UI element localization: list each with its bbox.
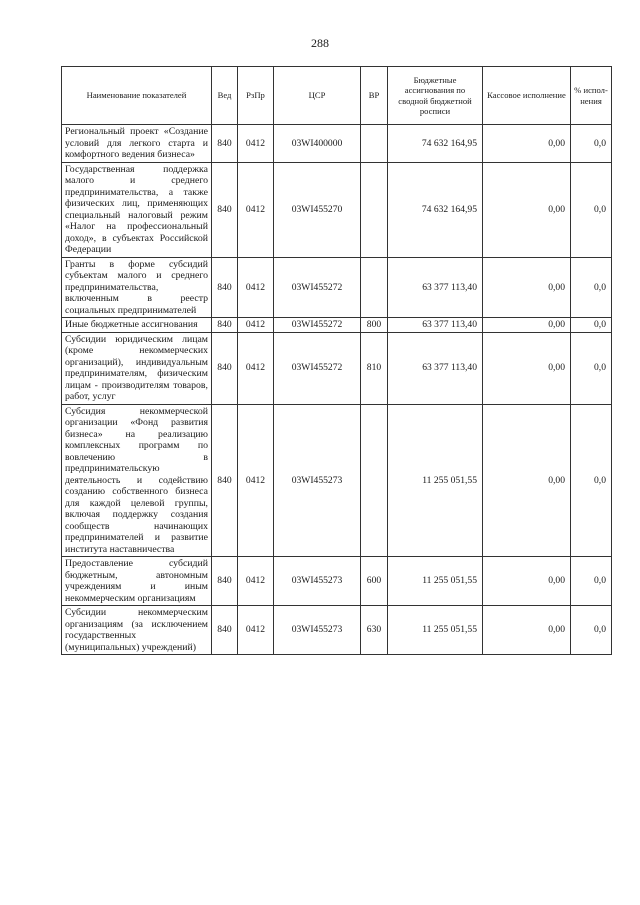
table-row	[62, 606, 612, 655]
cell-ved: 840	[212, 606, 238, 655]
cell-name: Субсидии юридическим лицам (кроме некоммерческих организаций), индивидуальным предпринимателям, физическим лицам - производителям товаров, работ, услуг	[62, 332, 212, 404]
cell-cash: 0,00	[483, 606, 571, 655]
cell-vr	[361, 257, 388, 318]
cell-assignments: 11 255 051,55	[388, 606, 483, 655]
cell-cash: 0,00	[483, 125, 571, 163]
cell-cash: 0,00	[483, 162, 571, 257]
header-csr: ЦСР	[274, 67, 361, 125]
page-number: 288	[311, 36, 329, 50]
cell-cash: 0,00	[483, 332, 571, 404]
cell-percent: 0,0	[571, 332, 612, 404]
cell-ved: 840	[212, 557, 238, 606]
cell-percent: 0,0	[571, 404, 612, 557]
header-vr: ВР	[361, 67, 388, 125]
cell-csr: 03WI455273	[274, 606, 361, 655]
cell-csr: 03WI455270	[274, 162, 361, 257]
cell-cash: 0,00	[483, 404, 571, 557]
cell-csr: 03WI455273	[274, 557, 361, 606]
header-percent: % испол-нения	[571, 67, 612, 125]
cell-rzpr: 0412	[238, 404, 274, 557]
cell-rzpr: 0412	[238, 332, 274, 404]
cell-csr: 03WI455272	[274, 257, 361, 318]
header-ved: Вед	[212, 67, 238, 125]
cell-name: Предоставление субсидий бюджетным, автономным учреждениям и иным некоммерческим организациям	[62, 557, 212, 606]
cell-name: Субсидии некоммерческим организациям (за исключением государственных (муниципальных) учреждений)	[62, 606, 212, 655]
header-name: Наименование показателей	[62, 67, 212, 125]
cell-ved: 840	[212, 404, 238, 557]
cell-vr	[361, 404, 388, 557]
cell-percent: 0,0	[571, 257, 612, 318]
cell-percent: 0,0	[571, 606, 612, 655]
cell-rzpr: 0412	[238, 606, 274, 655]
cell-rzpr: 0412	[238, 162, 274, 257]
cell-csr: 03WI455272	[274, 318, 361, 333]
cell-percent: 0,0	[571, 557, 612, 606]
table-row	[62, 125, 612, 163]
cell-cash: 0,00	[483, 557, 571, 606]
header-assignments: Бюджетные ассигнования по сводной бюджетной росписи	[388, 67, 483, 125]
cell-rzpr: 0412	[238, 318, 274, 333]
cell-assignments: 63 377 113,40	[388, 318, 483, 333]
cell-assignments: 74 632 164,95	[388, 162, 483, 257]
cell-assignments: 63 377 113,40	[388, 332, 483, 404]
cell-ved: 840	[212, 257, 238, 318]
cell-rzpr: 0412	[238, 557, 274, 606]
cell-csr: 03WI455272	[274, 332, 361, 404]
cell-ved: 840	[212, 162, 238, 257]
cell-percent: 0,0	[571, 162, 612, 257]
table-row	[62, 557, 612, 606]
cell-vr: 810	[361, 332, 388, 404]
header-cash: Кассовое исполнение	[483, 67, 571, 125]
cell-vr	[361, 162, 388, 257]
cell-vr: 600	[361, 557, 388, 606]
table-row	[62, 332, 612, 404]
cell-percent: 0,0	[571, 318, 612, 333]
cell-assignments: 74 632 164,95	[388, 125, 483, 163]
header-row	[62, 67, 612, 125]
cell-assignments: 11 255 051,55	[388, 557, 483, 606]
table-row	[62, 318, 612, 333]
cell-name: Региональный проект «Создание условий для легкого старта и комфортного ведения бизнеса»	[62, 125, 212, 163]
cell-rzpr: 0412	[238, 257, 274, 318]
cell-cash: 0,00	[483, 257, 571, 318]
cell-assignments: 63 377 113,40	[388, 257, 483, 318]
cell-assignments: 11 255 051,55	[388, 404, 483, 557]
cell-name: Иные бюджетные ассигнования	[62, 318, 212, 333]
cell-csr: 03WI455273	[274, 404, 361, 557]
cell-cash: 0,00	[483, 318, 571, 333]
cell-name: Гранты в форме субсидий субъектам малого и среднего предпринимательства, включенным в реестр социальных предпринимателей	[62, 257, 212, 318]
cell-percent: 0,0	[571, 125, 612, 163]
cell-vr: 800	[361, 318, 388, 333]
cell-rzpr: 0412	[238, 125, 274, 163]
cell-vr: 630	[361, 606, 388, 655]
header-rzpr: РзПр	[238, 67, 274, 125]
cell-ved: 840	[212, 332, 238, 404]
cell-ved: 840	[212, 318, 238, 333]
table-row	[62, 404, 612, 557]
table-row	[62, 162, 612, 257]
cell-csr: 03WI400000	[274, 125, 361, 163]
cell-name: Государственная поддержка малого и среднего предпринимательства, а также физических лиц, применяющих специальный налоговый режим «Налог на профессиональный доход», в субъектах Российской Федерации	[62, 162, 212, 257]
table-row	[62, 257, 612, 318]
budget-table	[61, 66, 612, 655]
cell-ved: 840	[212, 125, 238, 163]
cell-vr	[361, 125, 388, 163]
cell-name: Субсидия некоммерческой организации «Фонд развития бизнеса» на реализацию комплексных программ по вовлечению в предпринимательскую деятельность и содействию созданию собственного бизнеса для каждой целевой группы, включая поддержку создания сообществ начинающих предпринимателей и развитие института наставничества	[62, 404, 212, 557]
